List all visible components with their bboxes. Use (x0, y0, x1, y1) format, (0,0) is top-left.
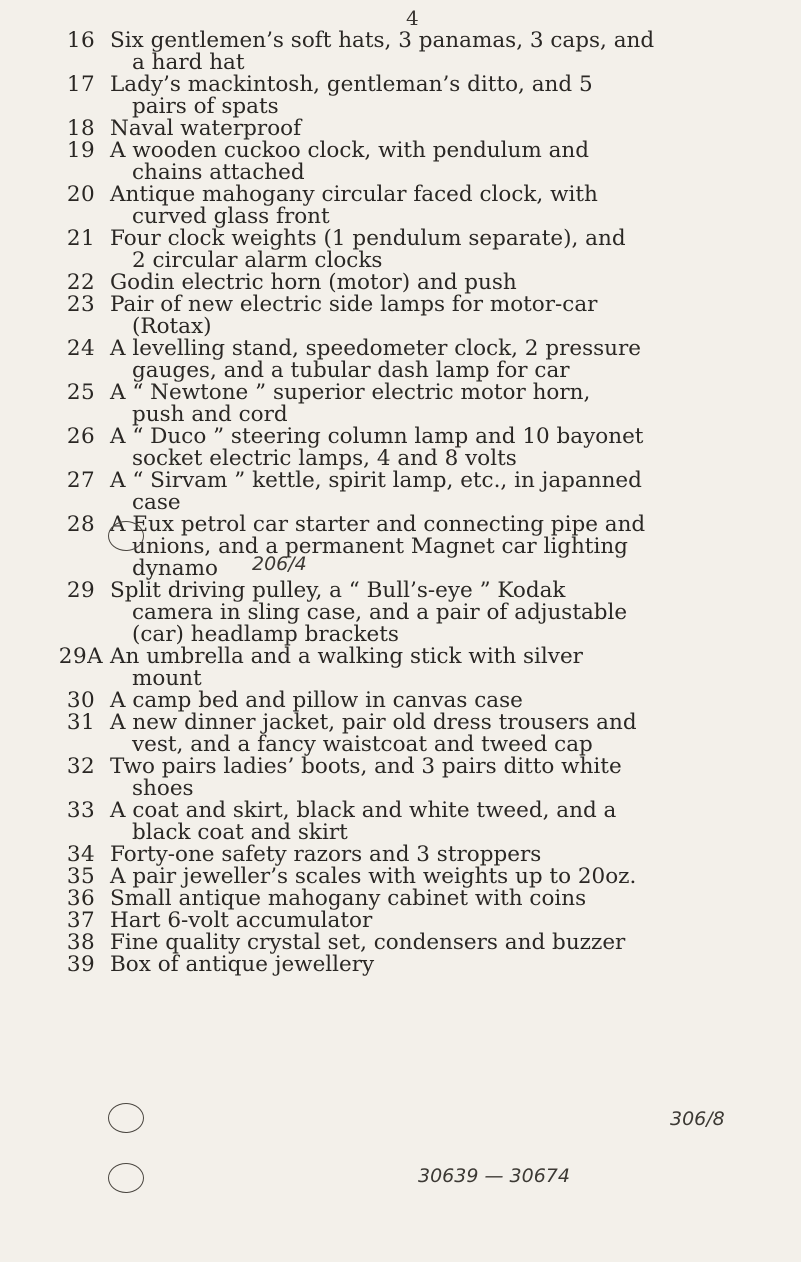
annotation-circle-39 (108, 1163, 144, 1193)
lot-description (110, 184, 772, 228)
lot-description-line: A “ Duco ” steering column lamp and 10 bayonet (110, 424, 644, 449)
annotation-circle-27 (108, 521, 144, 551)
lot-description-line: vest, and a fancy waistcoat and tweed cap (132, 732, 593, 757)
lot-description-line: dynamo (132, 556, 218, 581)
lot-item (52, 866, 772, 888)
lot-item (52, 954, 772, 976)
lot-description (110, 646, 772, 690)
lot-item (52, 30, 772, 74)
lot-description-line: push and cord (132, 402, 288, 427)
lot-description (110, 866, 772, 888)
lot-description-line: Box of antique jewellery (110, 952, 375, 977)
lot-number: 36 (66, 886, 96, 911)
lot-number: 26 (66, 424, 96, 449)
lot-number: 23 (66, 292, 96, 317)
lot-number: 30 (66, 688, 96, 713)
lot-description-line: 2 circular alarm clocks (132, 248, 383, 273)
lot-item (52, 272, 772, 294)
lot-description (110, 756, 772, 800)
lot-description-line: Hart 6-volt accumulator (110, 908, 373, 933)
lot-description-line: unions, and a permanent Magnet car lighting (132, 534, 628, 559)
lot-item (52, 844, 772, 866)
lot-item (52, 228, 772, 272)
lot-description (110, 712, 772, 756)
lot-item (52, 800, 772, 844)
page-number: 4 (406, 6, 419, 30)
lot-description-line: socket electric lamps, 4 and 8 volts (132, 446, 517, 471)
annotation-lot27: 206/4 (252, 553, 307, 575)
lot-description (110, 910, 772, 932)
lot-description-line: A coat and skirt, black and white tweed, and a (110, 798, 617, 823)
lot-item (52, 690, 772, 712)
lot-description-line: (Rotax) (132, 314, 212, 339)
lot-number: 39 (66, 952, 96, 977)
lot-item (52, 382, 772, 426)
lot-item (52, 74, 772, 118)
lot-number: 34 (66, 842, 96, 867)
lot-description (110, 954, 772, 976)
lot-number: 21 (66, 226, 96, 251)
lot-description-line: Pair of new electric side lamps for motor-car (110, 292, 598, 317)
lot-description-line: Fine quality crystal set, condensers and buzzer (110, 930, 626, 955)
lot-item (52, 118, 772, 140)
lot-number: 17 (66, 72, 96, 97)
lot-description-line: a hard hat (132, 50, 245, 75)
lot-number: 35 (66, 864, 96, 889)
lot-item (52, 140, 772, 184)
lot-number: 38 (66, 930, 96, 955)
lot-number: 28 (66, 512, 96, 537)
lot-number: 24 (66, 336, 96, 361)
lot-item (52, 294, 772, 338)
lot-description-line: Two pairs ladies’ boots, and 3 pairs ditto white (110, 754, 622, 779)
lot-description-line: Naval waterproof (110, 116, 302, 141)
lot-description (110, 932, 772, 954)
lot-description (110, 800, 772, 844)
lot-description-line: A “ Newtone ” superior electric motor horn, (110, 380, 591, 405)
lot-description (110, 228, 772, 272)
lot-number: 37 (66, 908, 96, 933)
lot-description-line: Split driving pulley, a “ Bull’s-eye ” Kodak (110, 578, 566, 603)
annotation-lot39: 30639 — 30674 (418, 1165, 570, 1187)
annotation-circle-36 (108, 1103, 144, 1133)
lot-number: 22 (66, 270, 96, 295)
lot-description-line: Godin electric horn (motor) and push (110, 270, 517, 295)
lot-number: 20 (66, 182, 96, 207)
lot-description-line: curved glass front (132, 204, 330, 229)
annotation-lot36: 306/8 (670, 1108, 725, 1130)
lot-description-line: A camp bed and pillow in canvas case (110, 688, 523, 713)
lot-number: 19 (66, 138, 96, 163)
lot-description (110, 74, 772, 118)
lot-number: 27 (66, 468, 96, 493)
lot-description (110, 470, 772, 514)
lot-number: 16 (66, 28, 96, 53)
lot-item (52, 646, 772, 690)
lot-list (52, 30, 772, 976)
lot-item (52, 888, 772, 910)
lot-item (52, 514, 772, 580)
lot-description (110, 888, 772, 910)
lot-item (52, 910, 772, 932)
lot-description-line: black coat and skirt (132, 820, 348, 845)
lot-description-line: A Eux petrol car starter and connecting pipe and (110, 512, 646, 537)
lot-description-line: Forty-one safety razors and 3 stroppers (110, 842, 542, 867)
lot-item (52, 580, 772, 646)
lot-item (52, 712, 772, 756)
lot-description (110, 30, 772, 74)
lot-number: 29A (58, 644, 104, 669)
lot-description (110, 338, 772, 382)
lot-description-line: A wooden cuckoo clock, with pendulum and (110, 138, 590, 163)
lot-description-line: camera in sling case, and a pair of adjustable (132, 600, 628, 625)
lot-description-line: Small antique mahogany cabinet with coins (110, 886, 587, 911)
lot-description (110, 426, 772, 470)
lot-number: 18 (66, 116, 96, 141)
lot-description (110, 294, 772, 338)
lot-item (52, 338, 772, 382)
lot-description-line: chains attached (132, 160, 305, 185)
lot-number: 32 (66, 754, 96, 779)
lot-item (52, 470, 772, 514)
lot-description (110, 118, 772, 140)
lot-description-line: A new dinner jacket, pair old dress trousers and (110, 710, 637, 735)
lot-description (110, 272, 772, 294)
lot-description (110, 580, 772, 646)
lot-description-line: mount (132, 666, 202, 691)
lot-description-line: Antique mahogany circular faced clock, with (110, 182, 598, 207)
lot-number: 25 (66, 380, 96, 405)
lot-number: 31 (66, 710, 96, 735)
lot-description (110, 140, 772, 184)
lot-description-line: case (132, 490, 181, 515)
lot-description (110, 844, 772, 866)
lot-description-line: shoes (132, 776, 194, 801)
lot-description-line: Four clock weights (1 pendulum separate), and (110, 226, 626, 251)
lot-description-line: Lady’s mackintosh, gentleman’s ditto, and 5 (110, 72, 593, 97)
lot-number: 29 (66, 578, 96, 603)
lot-item (52, 426, 772, 470)
lot-description-line: Six gentlemen’s soft hats, 3 panamas, 3 caps, and (110, 28, 655, 53)
lot-description-line: pairs of spats (132, 94, 279, 119)
lot-item (52, 932, 772, 954)
lot-description (110, 690, 772, 712)
lot-number: 33 (66, 798, 96, 823)
lot-description (110, 382, 772, 426)
lot-description-line: (car) headlamp brackets (132, 622, 399, 647)
lot-item (52, 756, 772, 800)
lot-description-line: A pair jeweller’s scales with weights up to 20oz. (110, 864, 637, 889)
lot-description (110, 514, 772, 580)
lot-description-line: gauges, and a tubular dash lamp for car (132, 358, 570, 383)
lot-description-line: A levelling stand, speedometer clock, 2 pressure (110, 336, 642, 361)
lot-description-line: An umbrella and a walking stick with silver (110, 644, 583, 669)
lot-description-line: A “ Sirvam ” kettle, spirit lamp, etc., in japanned (110, 468, 642, 493)
lot-item (52, 184, 772, 228)
